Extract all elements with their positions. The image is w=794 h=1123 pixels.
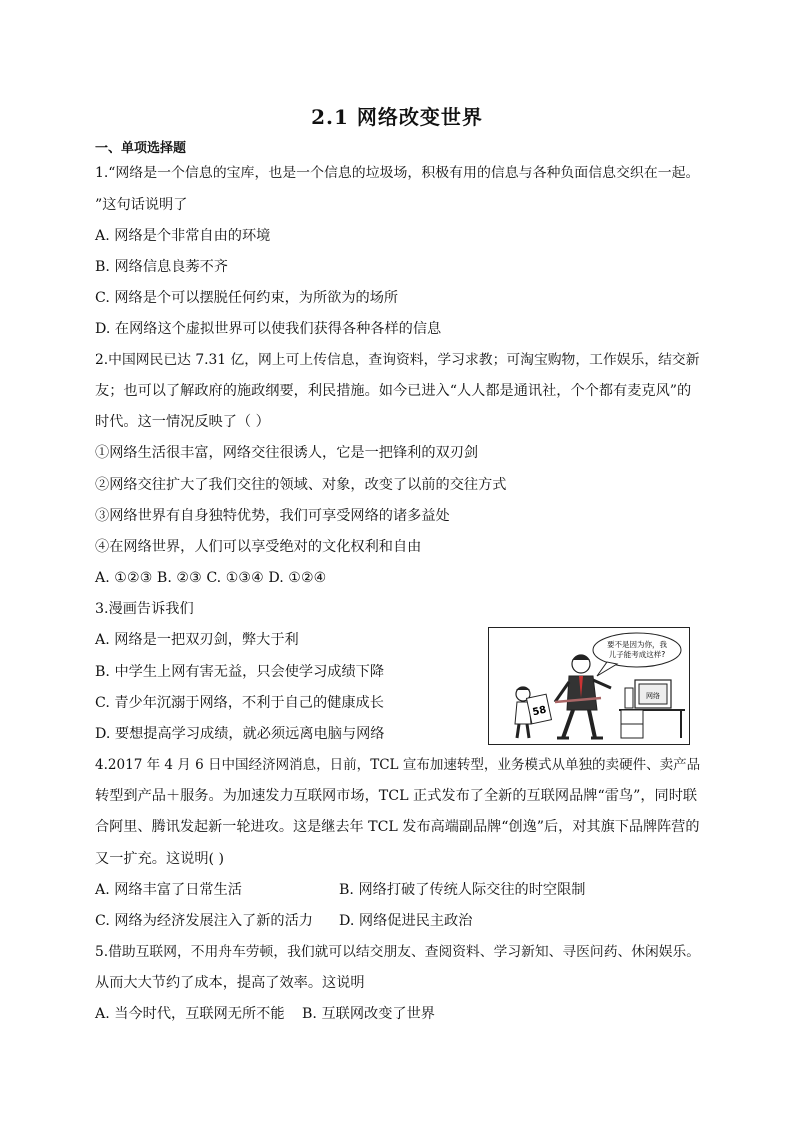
computer-screen-label: 网络 <box>646 692 660 700</box>
q2-stem-line2: 友；也可以了解政府的施政纲要，利民措施。如今已进入“人人都是通讯社，个个都有麦克风”的 <box>95 383 692 399</box>
q2-statement-3: ③网络世界有自身独特优势，我们可享受网络的诸多益处 <box>95 508 450 524</box>
q5-stem-line2: 从而大大节约了成本，提高了效率。这说明 <box>95 975 365 991</box>
q1-option-b: B. 网络信息良莠不齐 <box>95 259 228 275</box>
test-paper-score: 58 <box>531 704 548 719</box>
q4-option-b: B. 网络打破了传统人际交往的时空限制 <box>339 882 586 898</box>
q1-option-d: D. 在网络这个虚拟世界可以使我们获得各种各样的信息 <box>95 321 442 337</box>
q4-stem-line1: 4.2017 年 4 月 6 日中国经济网消息，日前，TCL 宣布加速转型，业务模式从单独的卖硬件、卖产品 <box>95 757 701 773</box>
q3-option-b: B. 中学生上网有害无益，只会使学习成绩下降 <box>95 664 385 680</box>
q2-stem-line1: 2.中国网民已达 7.31 亿，网上可上传信息，查询资料，学习求教；可淘宝购物，工作娱乐，结交新 <box>95 352 700 368</box>
q3-option-c: C. 青少年沉溺于网络，不利于自己的健康成长 <box>95 695 384 711</box>
q4-option-a: A. 网络丰富了日常生活 <box>95 882 242 898</box>
cartoon-image <box>488 627 690 745</box>
q3-option-a: A. 网络是一把双刃剑，弊大于利 <box>95 632 299 648</box>
q4-stem-line3: 合阿里、腾讯发起新一轮进攻。这是继去年 TCL 发布高端副品牌“创逸”后，对其旗下品牌阵营的 <box>95 819 700 835</box>
q1-stem-line2: ”这句话说明了 <box>95 197 188 213</box>
q5-option-a: A. 当今时代，互联网无所不能 <box>95 1006 285 1022</box>
q5-option-b: B. 互联网改变了世界 <box>302 1006 435 1022</box>
q2-statement-4: ④在网络世界，人们可以享受绝对的文化权利和自由 <box>95 539 422 555</box>
bubble-text-line1: 要不是因为你，我 <box>607 640 667 649</box>
section-heading: 一、单项选择题 <box>95 141 187 156</box>
q2-statement-2: ②网络交往扩大了我们交往的领域、对象，改变了以前的交往方式 <box>95 477 507 493</box>
q1-stem-line1: 1.“网络是一个信息的宝库，也是一个信息的垃圾场，积极有用的信息与各种负面信息交织在一起。 <box>95 165 700 181</box>
q5-stem-line1: 5.借助互联网，不用舟车劳顿，我们就可以结交朋友、查阅资料、学习新知、寻医问药、休闲娱乐。 <box>95 944 701 960</box>
bubble-text-line2: 儿子能考成这样? <box>608 650 666 659</box>
q2-options: A. ①②③ B. ②③ C. ①③④ D. ①②④ <box>95 570 327 586</box>
q2-stem-line3: 时代。这一情况反映了（ ） <box>95 414 270 430</box>
q4-option-d: D. 网络促进民主政治 <box>339 913 473 929</box>
q1-option-c: C. 网络是个可以摆脱任何约束，为所欲为的场所 <box>95 290 399 306</box>
q1-option-a: A. 网络是个非常自由的环境 <box>95 228 271 244</box>
q3-stem: 3.漫画告诉我们 <box>95 601 194 617</box>
q4-stem-line4: 又一扩充。这说明( ) <box>95 851 225 867</box>
q3-option-d: D. 要想提高学习成绩，就必须远离电脑与网络 <box>95 726 385 742</box>
page-title: 2.1 网络改变世界 <box>311 105 483 129</box>
cartoon-illustration <box>489 628 689 744</box>
q2-statement-1: ①网络生活很丰富，网络交往很诱人，它是一把锋利的双刃剑 <box>95 445 479 461</box>
q4-option-c: C. 网络为经济发展注入了新的活力 <box>95 913 313 929</box>
q4-stem-line2: 转型到产品＋服务。为加速发力互联网市场，TCL 正式发布了全新的互联网品牌“雷鸟”，同时联 <box>95 788 698 804</box>
